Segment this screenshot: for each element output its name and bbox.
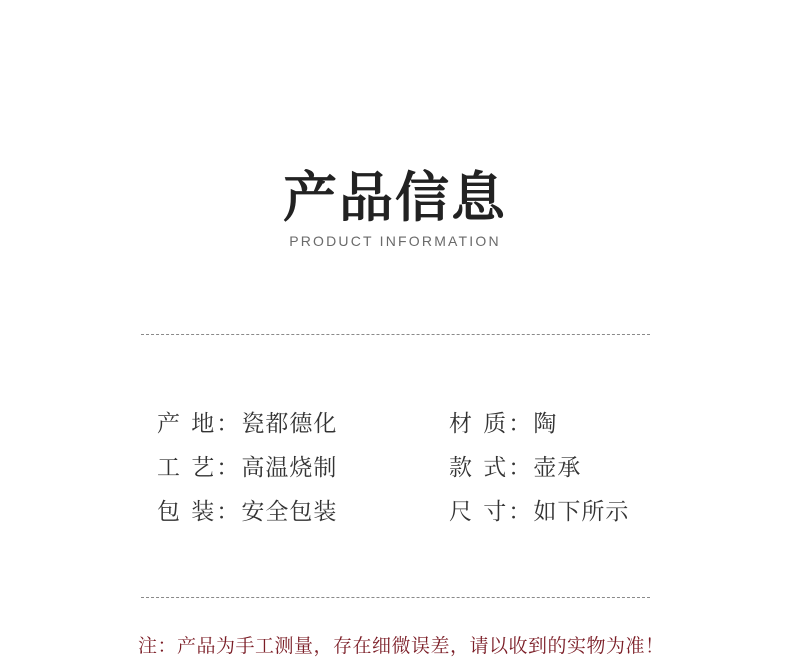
page-title: 产品信息 <box>283 165 507 229</box>
spec-origin-label: 产 地： <box>157 411 242 437</box>
spec-style <box>449 446 581 490</box>
spec-origin-value: 瓷都德化 <box>241 411 338 437</box>
spec-packaging <box>157 490 337 534</box>
spec-craft <box>157 446 337 490</box>
spec-style-value: 壶承 <box>533 455 582 481</box>
spec-row <box>157 402 677 446</box>
page-subtitle: PRODUCT INFORMATION <box>289 233 501 249</box>
spec-origin <box>157 402 337 446</box>
spec-row <box>157 490 677 534</box>
divider-bottom <box>141 597 650 598</box>
spec-craft-label: 工 艺： <box>157 455 242 481</box>
spec-size-label: 尺 寸： <box>449 499 534 525</box>
spec-size <box>449 490 629 534</box>
spec-packaging-label: 包 装： <box>157 499 242 525</box>
spec-craft-value: 高温烧制 <box>241 455 338 481</box>
spec-packaging-value: 安全包装 <box>241 499 338 525</box>
divider-top <box>141 334 650 335</box>
spec-size-value: 如下所示 <box>533 499 630 525</box>
spec-material-label: 材 质： <box>449 411 534 437</box>
disclaimer-note: 注：产品为手工测量，存在细微误差，请以收到的实物为准！ <box>138 635 665 657</box>
spec-material <box>449 402 557 446</box>
spec-material-value: 陶 <box>533 411 558 437</box>
spec-row <box>157 446 677 490</box>
spec-style-label: 款 式： <box>449 455 534 481</box>
